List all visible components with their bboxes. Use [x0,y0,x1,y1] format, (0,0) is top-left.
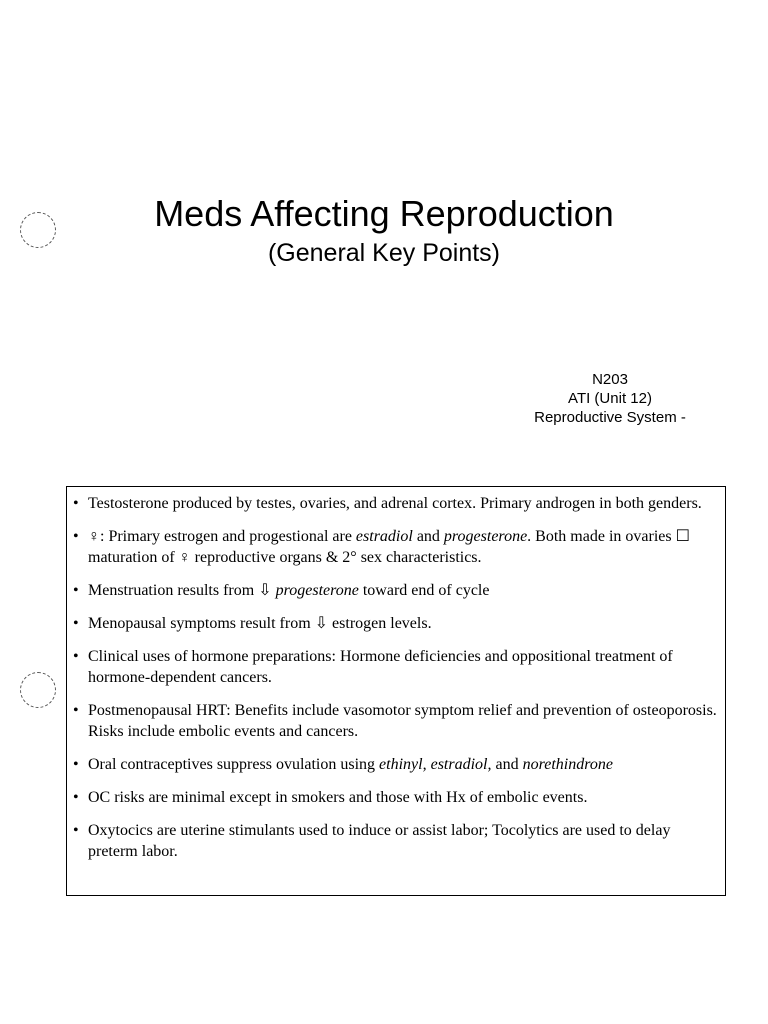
list-item: • Oxytocics are uterine stimulants used to induce or assist labor; Tocolytics are used to delay preterm labor. [73,822,671,860]
list-item: • Testosterone produced by testes, ovaries, and adrenal cortex. Primary androgen in both genders. [73,495,702,512]
slide-subtitle: (General Key Points) [267,239,501,267]
slide-title: Meds Affecting Reproduction [154,193,614,234]
bullet-icon: • [73,702,79,719]
bullet-icon: • [73,528,79,545]
notes-box [66,486,726,896]
bullet-icon: • [73,495,79,512]
bullet-icon: • [73,648,79,665]
key-points-list [73,493,717,862]
list-item: • Menstruation results from ⇩ progesterone toward end of cycle [73,582,490,599]
list-item: • Oral contraceptives suppress ovulation using ethinyl, estradiol, and norethindrone [73,756,613,773]
bullet-icon: • [73,582,79,599]
list-item: • Postmenopausal HRT: Benefits include vasomotor symptom relief and prevention of osteoporosis. Risks include embolic events and cancers. [73,702,717,740]
list-item: • ♀: Primary estrogen and progestional are estradiol and progesterone. Both made in ovaries ☐ maturation of ♀ reproductive organs & 2° sex characteristics. [73,528,690,566]
punch-hole-icon [20,672,56,708]
unit-label: ATI (Unit 12) [568,390,652,407]
course-code: N203 [592,371,628,388]
course-info [500,370,720,427]
bullet-icon: • [73,756,79,773]
list-item: • Clinical uses of hormone preparations: Hormone deficiencies and oppositional treatment of hormone-dependent cancers. [73,648,673,686]
system-label: Reproductive System - [534,409,686,426]
bullet-icon: • [73,822,79,839]
list-item: • OC risks are minimal except in smokers and those with Hx of embolic events. [73,789,588,806]
list-item: • Menopausal symptoms result from ⇩ estrogen levels. [73,615,432,632]
bullet-icon: • [73,615,79,632]
bullet-icon: • [73,789,79,806]
